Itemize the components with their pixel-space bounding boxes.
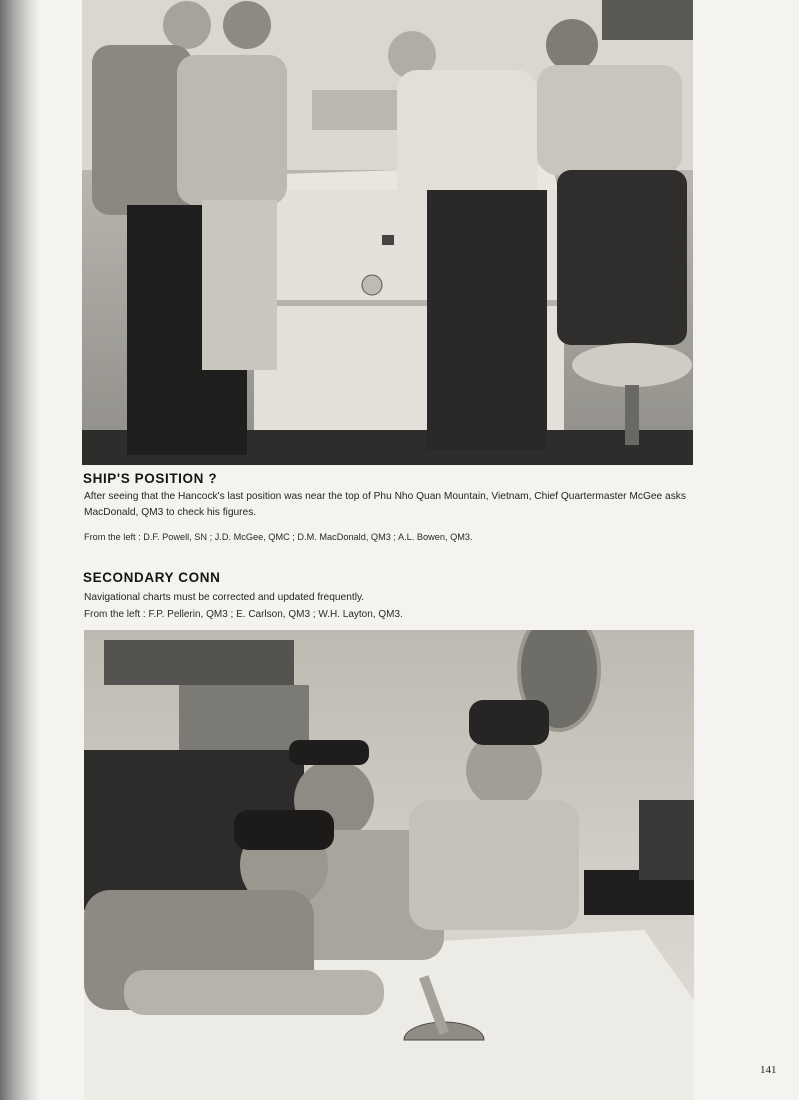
- ships-position-photo-drawing: [82, 0, 693, 465]
- secondary-conn-credits: From the left : F.P. Pellerin, QM3 ; E. Carlson, QM3 ; W.H. Layton, QM3.: [84, 609, 403, 620]
- ships-position-caption: After seeing that the Hancock's last position was near the top of Phu Nho Quan Mountain, Vietnam, Chief Quartermaster McGee asks MacDonald, QM3 to check his figures.: [84, 491, 686, 518]
- ships-position-heading: SHIP'S POSITION ?: [83, 471, 218, 486]
- secondary-conn-photo: [84, 630, 694, 1100]
- secondary-conn-photo-drawing: [84, 630, 694, 1100]
- ships-position-credits: From the left : D.F. Powell, SN ; J.D. McGee, QMC ; D.M. MacDonald, QM3 ; A.L. Bowen, QM3.: [84, 532, 473, 542]
- secondary-conn-heading: SECONDARY CONN: [83, 570, 221, 585]
- secondary-conn-caption: Navigational charts must be corrected and updated frequently.: [84, 592, 365, 603]
- page-binding-shadow: [0, 0, 40, 1100]
- ships-position-photo: [82, 0, 693, 465]
- page-number: 141: [760, 1064, 777, 1076]
